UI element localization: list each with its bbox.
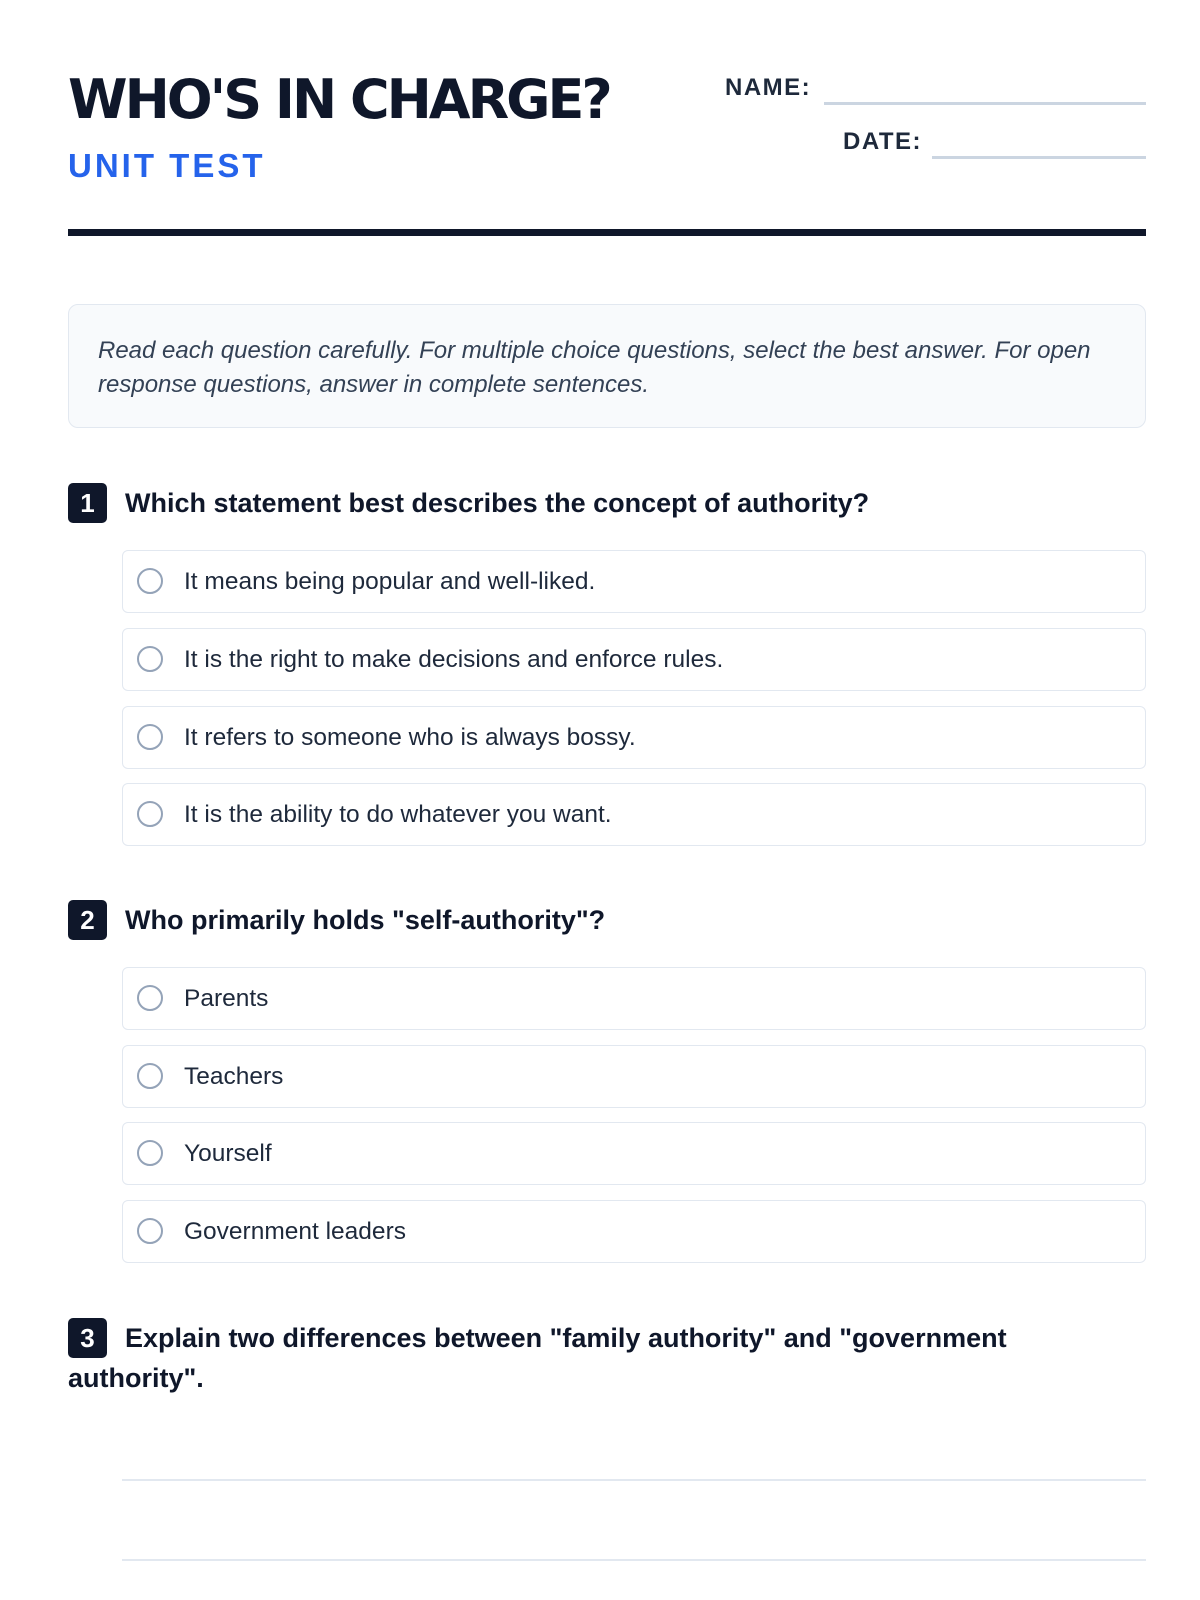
radio-button[interactable] (137, 568, 163, 594)
answer-option-label: It is the right to make decisions and enforce rules. (184, 646, 724, 673)
question-3 (68, 1318, 1118, 1398)
question-number-badge: 3 (68, 1318, 107, 1358)
answer-option-label: Teachers (184, 1063, 284, 1090)
question-number-badge: 1 (68, 483, 107, 523)
name-field[interactable] (824, 102, 1146, 105)
question-1-header (68, 483, 1146, 523)
answer-writing-line[interactable] (122, 1559, 1146, 1561)
date-field[interactable] (932, 156, 1146, 159)
answer-option[interactable] (122, 550, 1146, 613)
radio-button[interactable] (137, 724, 163, 750)
answer-option[interactable] (122, 1045, 1146, 1108)
answer-option[interactable] (122, 628, 1146, 691)
instructions-box (68, 304, 1146, 428)
answer-option-label: It refers to someone who is always bossy. (184, 724, 636, 751)
radio-button[interactable] (137, 985, 163, 1011)
worksheet-title: WHO'S IN CHARGE? (68, 68, 610, 131)
radio-button[interactable] (137, 1063, 163, 1089)
date-label: DATE: (843, 128, 923, 155)
answer-option-label: Yourself (184, 1140, 272, 1167)
answer-option[interactable] (122, 783, 1146, 846)
instructions-text: Read each question carefully. For multiple choice questions, select the best answer. For open response questions, answer in complete sentences. (98, 337, 1091, 398)
answer-option[interactable] (122, 1122, 1146, 1185)
question-3-header (68, 1318, 1118, 1398)
answer-option-label: Parents (184, 985, 269, 1012)
question-2-header (68, 900, 1146, 940)
question-1-text: Which statement best describes the concept of authority? (125, 488, 870, 518)
answer-option-label: It means being popular and well-liked. (184, 568, 596, 595)
worksheet-subtitle: UNIT TEST (68, 147, 266, 184)
question-3-text: Explain two differences between "family authority" and "government authority". (68, 1323, 1007, 1393)
header-divider (68, 229, 1146, 236)
answer-option[interactable] (122, 967, 1146, 1030)
radio-button[interactable] (137, 1218, 163, 1244)
answer-option-label: It is the ability to do whatever you want. (184, 801, 612, 828)
answer-option[interactable] (122, 1200, 1146, 1263)
question-1 (68, 483, 1146, 523)
name-label: NAME: (725, 74, 812, 101)
answer-option-label: Government leaders (184, 1218, 406, 1245)
question-2-text: Who primarily holds "self-authority"? (125, 905, 606, 935)
radio-button[interactable] (137, 1140, 163, 1166)
answer-writing-line[interactable] (122, 1479, 1146, 1481)
radio-button[interactable] (137, 646, 163, 672)
answer-option[interactable] (122, 706, 1146, 769)
radio-button[interactable] (137, 801, 163, 827)
question-2 (68, 900, 1146, 940)
question-number-badge: 2 (68, 900, 107, 940)
